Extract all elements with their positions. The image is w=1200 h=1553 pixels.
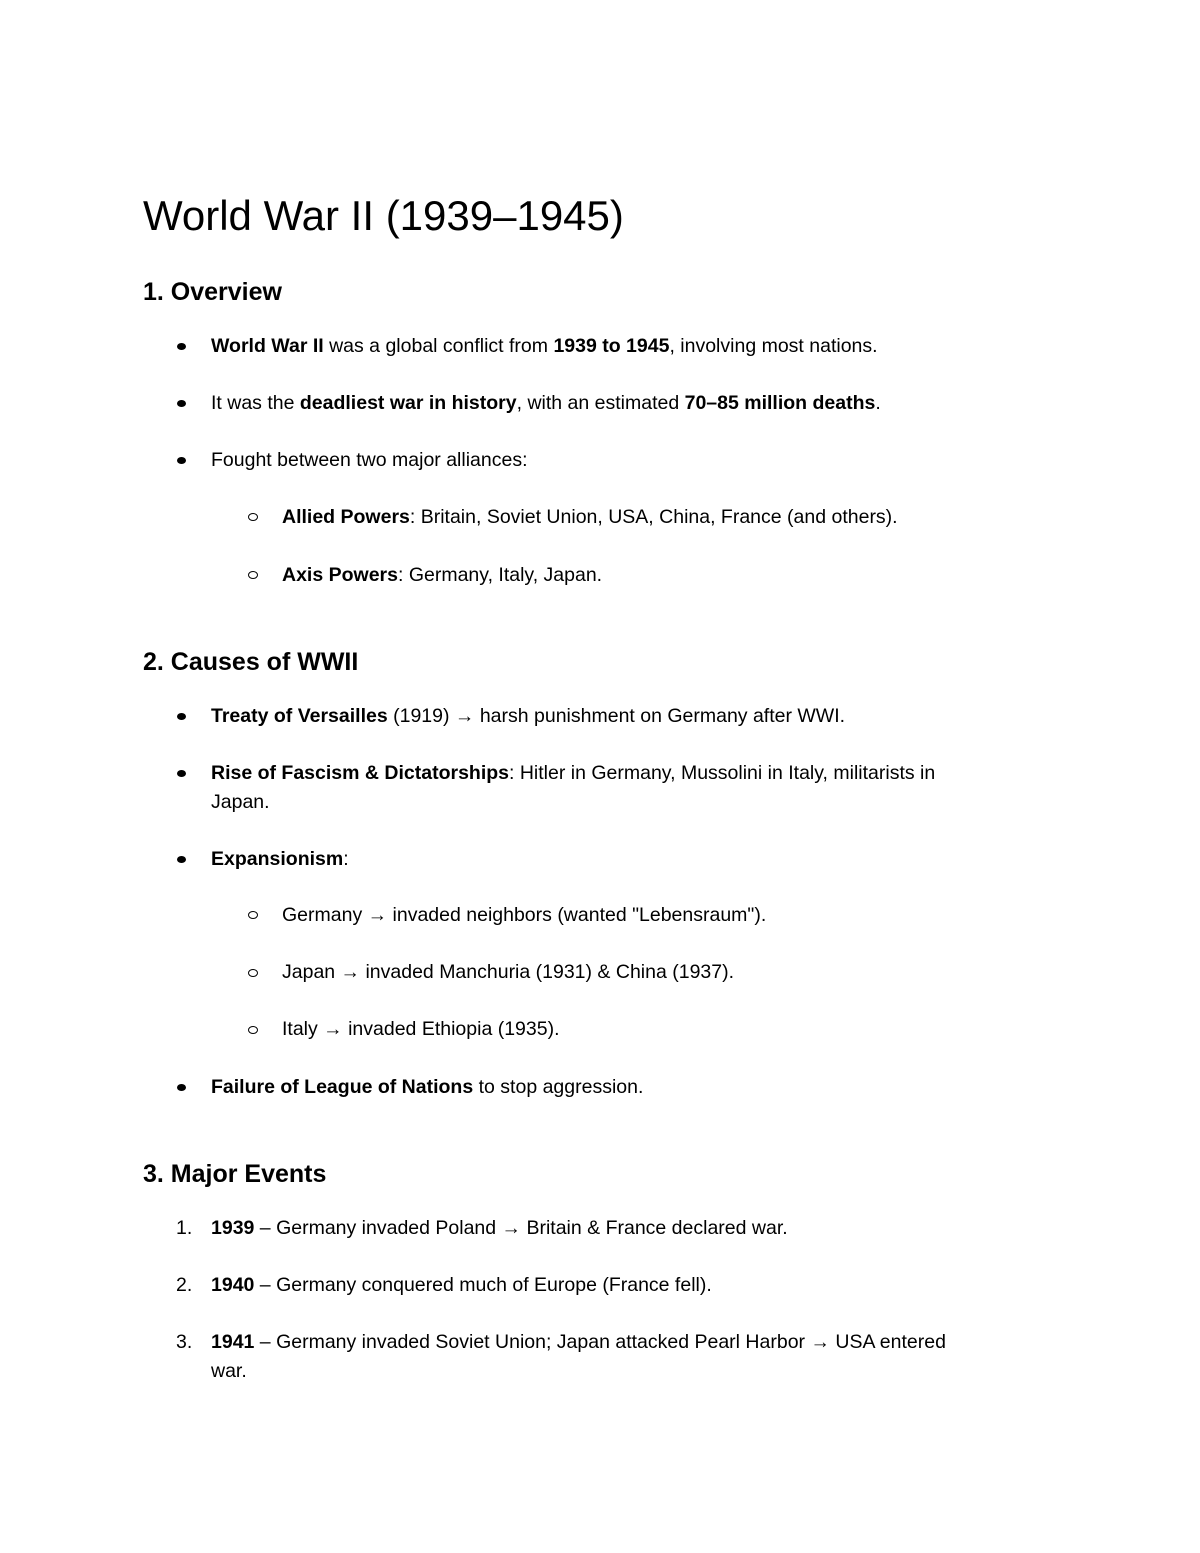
document-title: World War II (1939–1945)	[143, 192, 624, 239]
sub-list-item: Axis Powers: Germany, Italy, Japan.	[282, 564, 603, 586]
bullet-icon	[177, 457, 186, 464]
sub-bullet-icon	[248, 1026, 258, 1034]
section-heading-overview: 1. Overview	[143, 278, 282, 306]
section-heading-major-events: 3. Major Events	[143, 1160, 327, 1188]
sub-list-item: Italy → invaded Ethiopia (1935).	[282, 1018, 560, 1040]
list-number: 3.	[176, 1331, 193, 1353]
sub-list-item: Germany → invaded neighbors (wanted "Lebensraum").	[282, 904, 767, 926]
section-heading-causes: 2. Causes of WWII	[143, 648, 359, 676]
bullet-icon	[177, 343, 186, 350]
list-item: Failure of League of Nations to stop aggression.	[211, 1076, 644, 1098]
list-item: Fought between two major alliances:	[211, 449, 528, 471]
numbered-item: 1939 – Germany invaded Poland → Britain & France declared war.	[211, 1217, 788, 1239]
bullet-icon	[177, 856, 186, 863]
list-item: It was the deadliest war in history, with an estimated 70–85 million deaths.	[211, 392, 881, 414]
sub-bullet-icon	[248, 969, 258, 977]
list-item: Treaty of Versailles (1919) → harsh punishment on Germany after WWI.	[211, 705, 846, 727]
bullet-icon	[177, 713, 186, 720]
numbered-item: 1940 – Germany conquered much of Europe (France fell).	[211, 1274, 712, 1296]
list-number: 2.	[176, 1274, 193, 1296]
sub-list-item: Japan → invaded Manchuria (1931) & China (1937).	[282, 961, 735, 983]
sub-bullet-icon	[248, 571, 258, 579]
sub-list-item: Allied Powers: Britain, Soviet Union, USA, China, France (and others).	[282, 506, 898, 528]
bullet-icon	[177, 1084, 186, 1091]
list-item: Expansionism:	[211, 848, 349, 870]
bullet-icon	[177, 400, 186, 407]
numbered-item-continuation: war.	[211, 1360, 247, 1382]
list-item-continuation: Japan.	[211, 791, 270, 813]
sub-bullet-icon	[248, 513, 258, 521]
list-number: 1.	[176, 1217, 193, 1239]
sub-bullet-icon	[248, 911, 258, 919]
list-item: Rise of Fascism & Dictatorships: Hitler in Germany, Mussolini in Italy, militarists in	[211, 762, 936, 784]
list-item: World War II was a global conflict from 1939 to 1945, involving most nations.	[211, 335, 878, 357]
numbered-item: 1941 – Germany invaded Soviet Union; Japan attacked Pearl Harbor → USA entered	[211, 1331, 946, 1353]
bullet-icon	[177, 770, 186, 777]
